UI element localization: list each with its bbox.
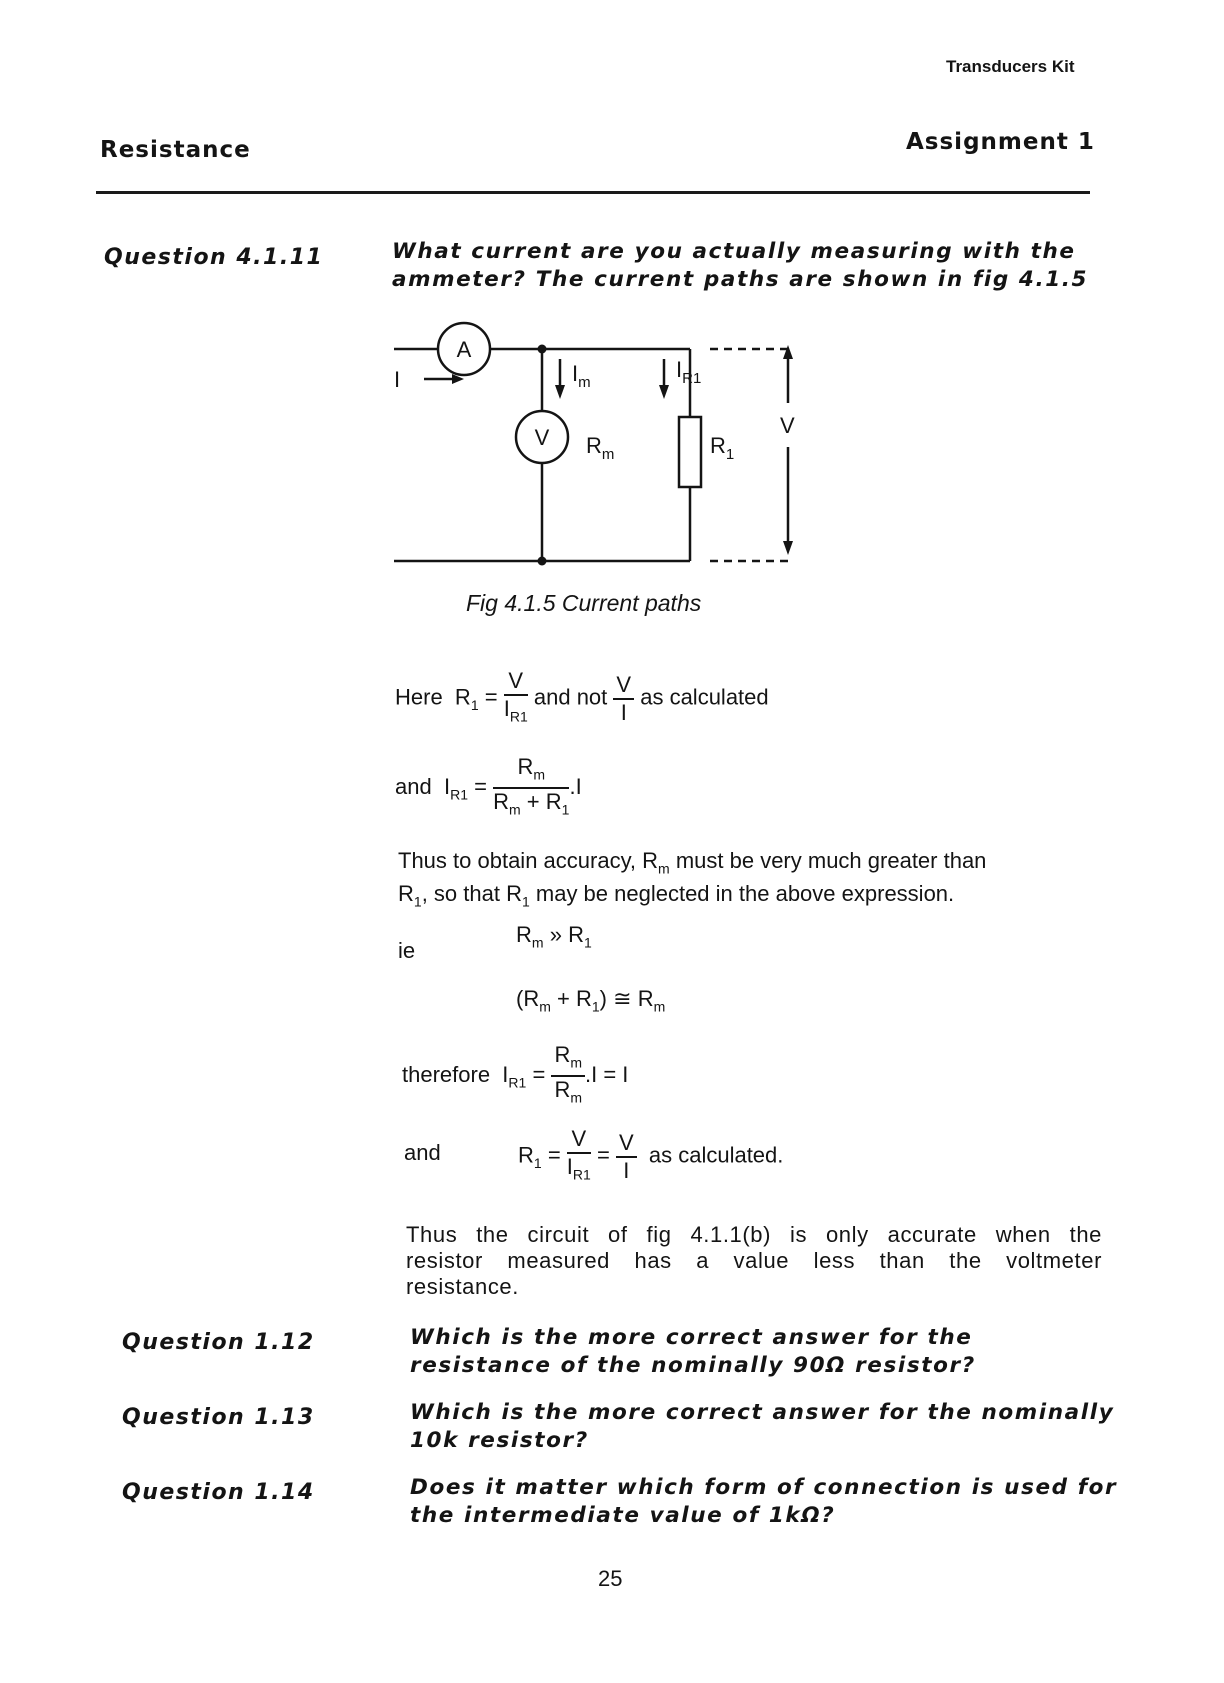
voltage-arrowhead-down: [783, 541, 793, 555]
accuracy-paragraph: Thus to obtain accuracy, $R_m$ must be very much greater than $R_1$, so that $R_1$ may be neglected in the above expression.: [398, 848, 987, 910]
assignment-title: Assignment 1: [906, 129, 1095, 155]
bottom-junction-dot: [538, 557, 547, 566]
meter-current-label: $I_m$: [572, 361, 591, 391]
resistor-body: [679, 417, 701, 487]
question-1-13-label: Question 1.13: [122, 1405, 315, 1430]
meter-resistance-label: $R_m$: [586, 433, 615, 463]
question-1-14-label: Question 1.14: [122, 1480, 315, 1505]
question-4-1-11-text: What current are you actually measuring with the ammeter? The current paths are shown in fig 4.1.5: [392, 239, 1089, 292]
equation-therefore: therefore $I_{R1}$ = $\frac{R_m}{R_m}$ .I = I: [402, 1042, 629, 1106]
kit-title: Transducers Kit: [946, 57, 1075, 76]
equation-ir1: and $I_{R1}$ = $\frac{R_m}{R_m + R_1}$ .I: [395, 754, 582, 818]
meter-current-arrowhead: [555, 385, 565, 399]
question-4-1-11-label: Question 4.1.11: [104, 245, 324, 270]
top-junction-dot: [538, 345, 547, 354]
circuit-diagram: [380, 315, 820, 575]
question-1-12-text: Which is the more correct answer for the resistance of the nominally 90Ω resistor?: [410, 1325, 976, 1378]
resistor-current-arrowhead: [659, 385, 669, 399]
question-1-12-label: Question 1.12: [122, 1330, 315, 1355]
conclusion-paragraph: Thus the circuit of fig 4.1.1(b) is only accurate when the resistor measured has a value less than the voltmeter resistance.: [406, 1222, 1102, 1299]
equation-r1-definition: Here $R_1$ = $\frac{V}{I_{R1}}$ and not $\frac{V}{I}$ as calculated: [395, 668, 769, 725]
equation-approximation: $(R_m + R_1)$ ≅ $R_m$: [516, 986, 666, 1015]
resistor-label: $R_1$: [710, 433, 735, 463]
header-rule: [96, 191, 1090, 194]
figure-caption: Fig 4.1.5 Current paths: [466, 590, 702, 616]
equation-and-label: and: [404, 1140, 441, 1165]
question-1-14-text: Does it matter which form of connection is used for the intermediate value of 1kΩ?: [410, 1475, 1118, 1528]
resistor-current-label: $I_{R1}$: [676, 357, 702, 387]
voltage-arrowhead-up: [783, 345, 793, 359]
page-number: 25: [598, 1566, 623, 1591]
equation-rm-much-greater: $R_m$ » $R_1$: [516, 922, 592, 951]
section-title: Resistance: [100, 137, 251, 163]
voltage-label: V: [780, 413, 795, 438]
voltmeter-label: V: [534, 425, 550, 450]
question-1-13-text: Which is the more correct answer for the nominally 10k resistor?: [410, 1400, 1115, 1453]
equation-r1-result: $R_1$ = $\frac{V}{I_{R1}}$ = $\frac{V}{I}$ as calculated.: [518, 1126, 784, 1183]
ammeter-label: A: [456, 337, 472, 362]
equation-ie-label: ie: [398, 938, 416, 963]
supply-current-label: I: [394, 367, 401, 392]
